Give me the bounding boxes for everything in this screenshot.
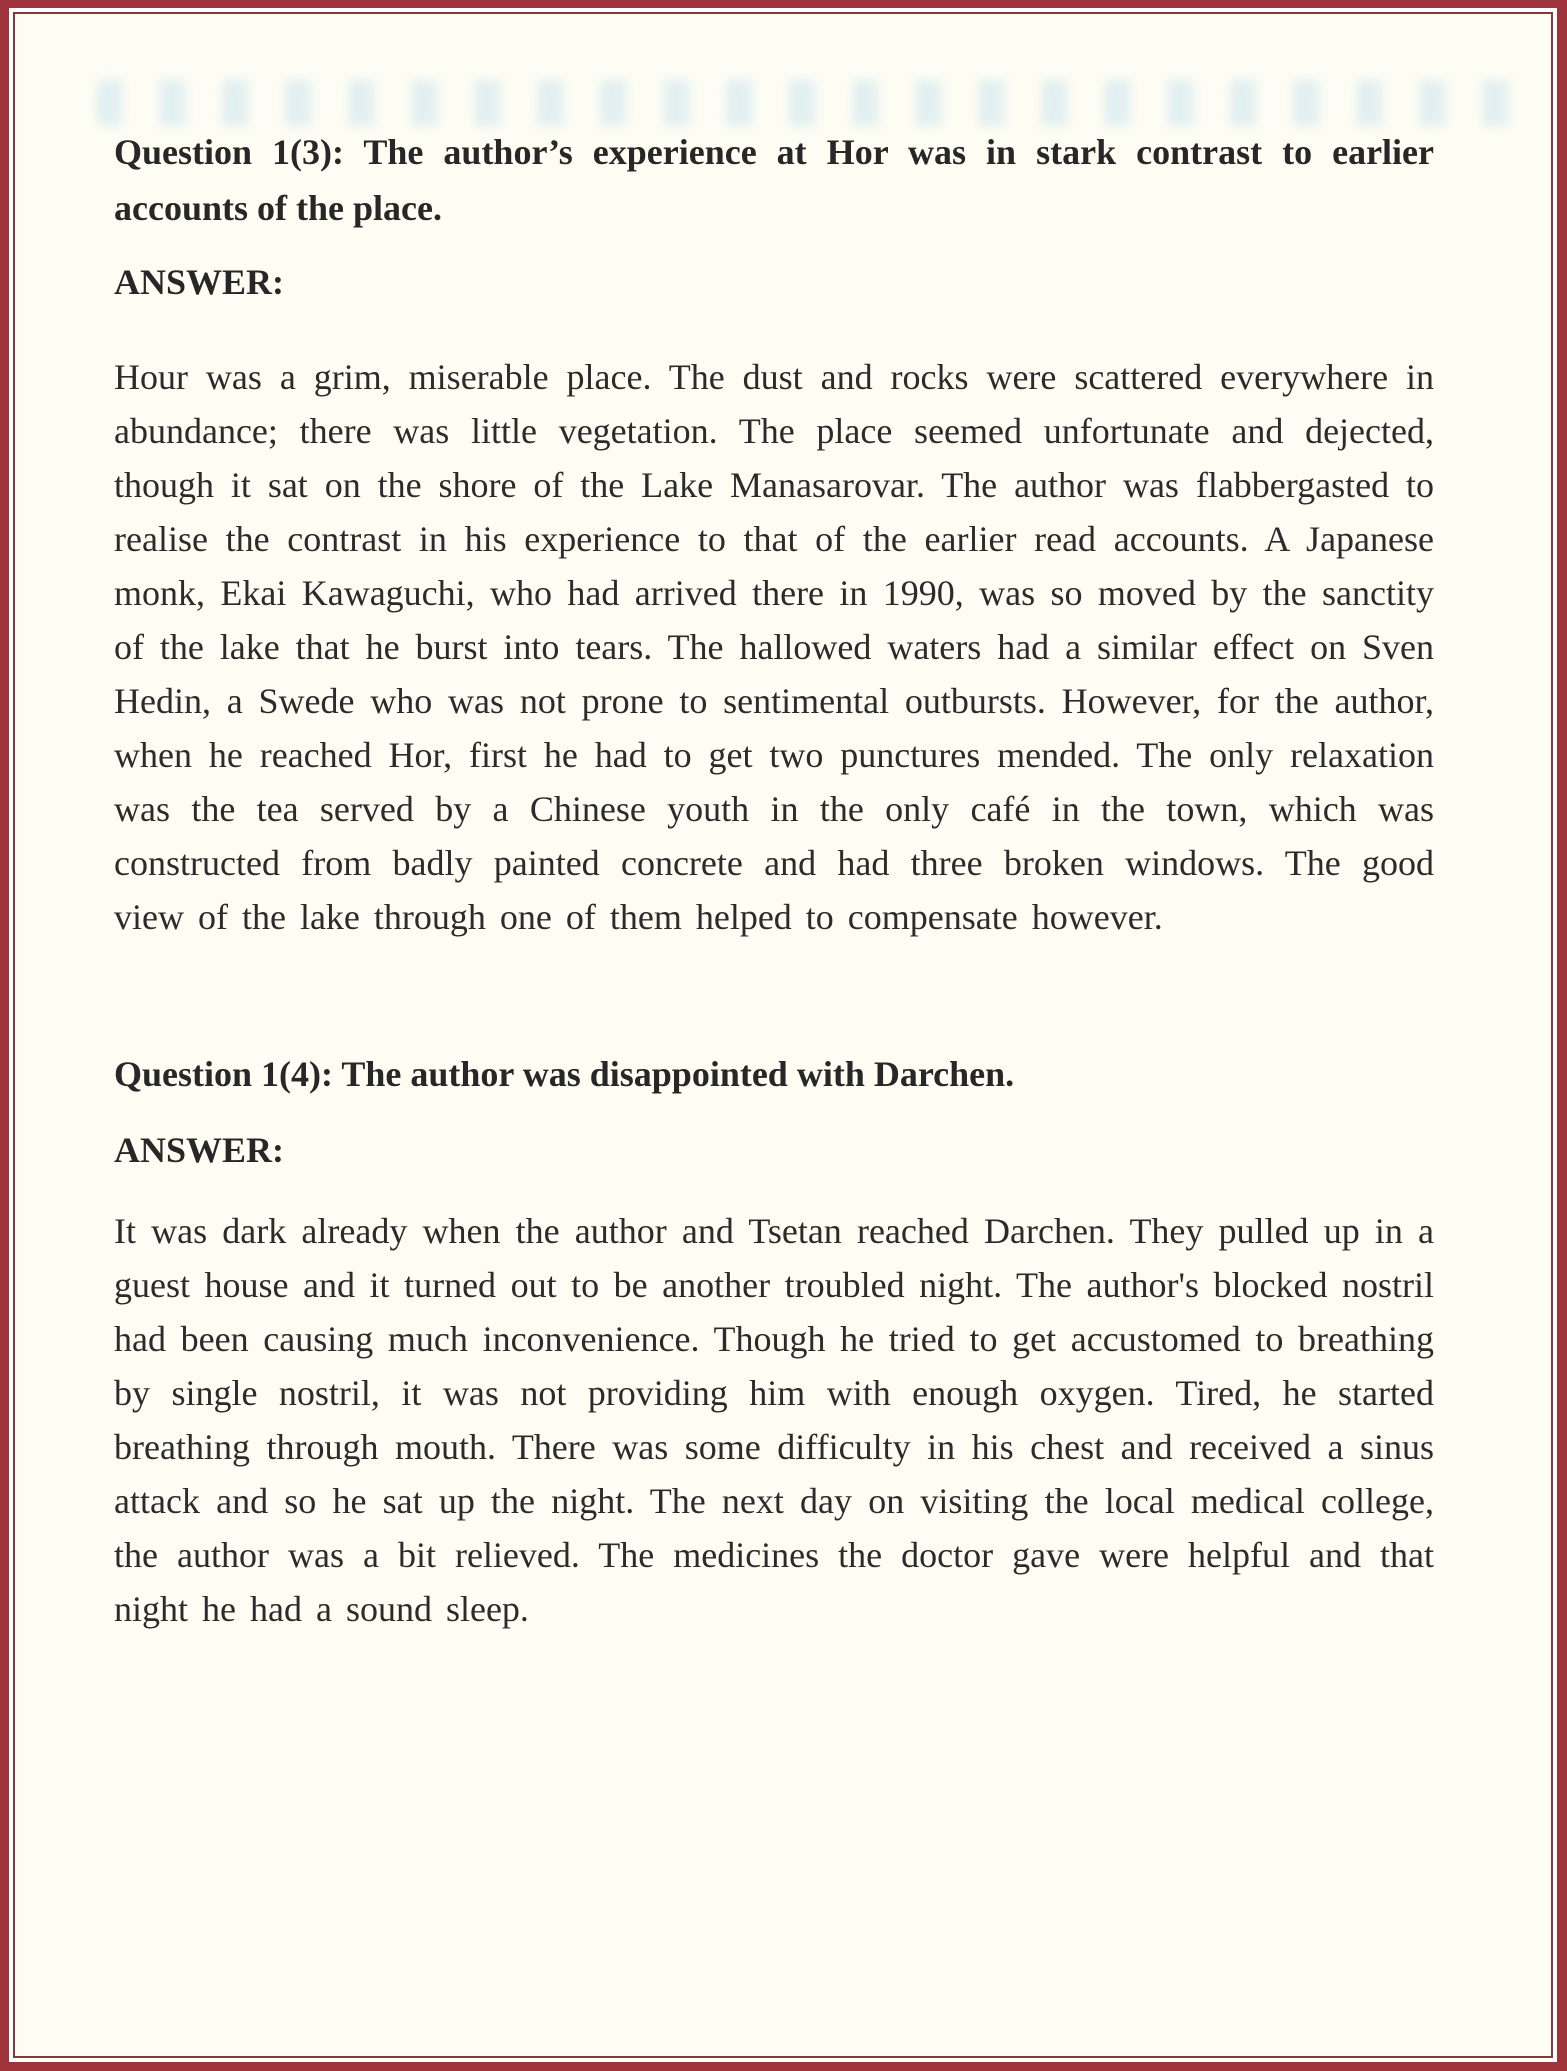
qa-section-question-1-3 <box>114 124 1434 944</box>
page-frame <box>9 8 1557 2062</box>
answer-label: ANSWER: <box>114 1130 285 1170</box>
document-page <box>13 12 1553 2058</box>
question-text: The author’s experience at Hor was in stark contrast to earlier accounts of the place. <box>114 132 1435 228</box>
question-label: Question 1(4): <box>114 1054 333 1094</box>
qa-section-question-1-4 <box>114 1046 1434 1636</box>
question-text: The author was disappointed with Darchen. <box>341 1054 1015 1094</box>
question-label: Question 1(3): <box>114 132 345 172</box>
answer-paragraph: Hour was a grim, miserable place. The dust and rocks were scattered everywhere in abundance; there was little vegetation. The place seemed unfortunate and dejected, though it sat on the shore of the Lake Manasarovar. The author was flabbergasted to realise the contrast in his experience to that of the earlier read accounts. A Japanese monk, Ekai Kawaguchi, who had arrived there in 1990, was so moved by the sanctity of the lake that he burst into tears. The hallowed waters had a similar effect on Sven Hedin, a Swede who was not prone to sentimental outbursts. However, for the author, when he reached Hor, first he had to get two punctures mended. The only relaxation was the tea served by a Chinese youth in the only café in the town, which was constructed from badly painted concrete and had three broken windows. The good view of the lake through one of them helped to compensate however. <box>114 357 1434 937</box>
answer-paragraph: It was dark already when the author and Tsetan reached Darchen. They pulled up in a guest house and it turned out to be another troubled night. The author's blocked nostril had been causing much inconvenience. Though he tried to get accustomed to breathing by single nostril, it was not providing him with enough oxygen. Tired, he started breathing through mouth. There was some difficulty in his chest and received a sinus attack and so he sat up the night. The next day on visiting the local medical college, the author was a bit relieved. The medicines the doctor gave were helpful and that night he had a sound sleep. <box>114 1211 1434 1629</box>
page-content <box>15 14 1551 1636</box>
question-heading <box>114 1046 1434 1102</box>
answer-label: ANSWER: <box>114 262 285 302</box>
question-heading <box>114 124 1434 236</box>
